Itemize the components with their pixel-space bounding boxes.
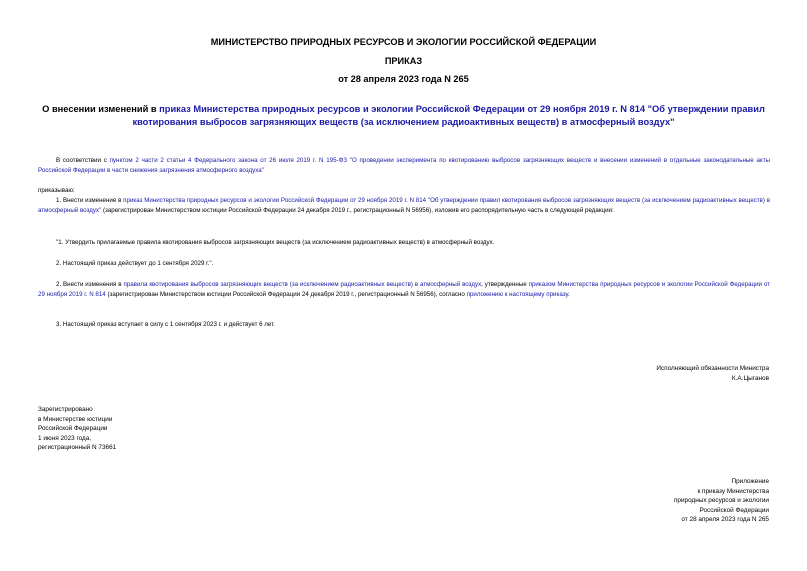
item-1-order-link[interactable]: приказ Министерства природных ресурсов и экологии Российской Федерации от 29 ноября 2019 г. N 814 "Об утверждении правил квотирования выбросов загрязняющих веществ (за исключением радиоактивных веществ) в атмосферный воздух" xyxy=(38,197,770,214)
document-date: от 28 апреля 2023 года N 265 xyxy=(338,74,469,84)
item-1-text: 1. Внести изменение в xyxy=(56,197,124,204)
item-2-rules-link[interactable]: правила квотирования выбросов загрязняющих веществ (за исключением радиоактивных веществ) в атмосферный воздух xyxy=(123,281,482,288)
item-2-text-3: (зарегистрирован Министерством юстиции Российской Федерации 24 декабря 2019 г., регистрационный N 56956), согласно xyxy=(105,291,467,298)
appendix-line-5: от 28 апреля 2023 года N 265 xyxy=(681,516,769,524)
appendix-line-3: природных ресурсов и экологии xyxy=(673,497,769,505)
item-2-text: 2. Внести изменения в xyxy=(56,281,124,288)
signature-block xyxy=(656,364,769,383)
registration-line-4: 1 июня 2023 года, xyxy=(38,434,92,442)
signature-name: К.А.Цыганов xyxy=(731,374,769,382)
item-1-paragraph xyxy=(38,196,770,216)
document-type: ПРИКАЗ xyxy=(384,56,423,66)
registration-line-1: Зарегистрировано xyxy=(38,406,93,413)
registration-line-5: регистрационный N 73661 xyxy=(38,444,117,452)
ministry-name: МИНИСТЕРСТВО ПРИРОДНЫХ РЕСУРСОВ И ЭКОЛОГИИ РОССИЙСКОЙ ФЕДЕРАЦИИ xyxy=(210,37,597,47)
registration-block xyxy=(38,405,116,453)
item-2-paragraph xyxy=(38,280,770,300)
registration-line-2: в Министерстве юстиции xyxy=(38,415,113,423)
preamble-text: В соответствии с xyxy=(56,157,110,164)
item-3-paragraph: 3. Настоящий приказ вступает в силу с 1 сентября 2023 г. и действует 6 лет. xyxy=(56,321,276,328)
item-1-text-tail: (зарегистрирован Министерством юстиции Российской Федерации 24 декабря 2019 г., регистрационный N 56956), изложив его распорядительную часть в следующей редакции: xyxy=(101,207,614,214)
appendix-line-1: Приложение xyxy=(731,478,769,485)
title-prefix: О внесении изменений в xyxy=(42,104,160,114)
preamble-law-link[interactable]: пунктом 2 части 2 статьи 4 Федерального закона от 26 июля 2019 г. N 195-ФЗ "О проведении эксперимента по квотированию выбросов загрязняющих веществ и внесении изменений в отдельные законодательные акты Российской Федерации в части снижения загрязнения атмосферного воздуха" xyxy=(38,157,770,174)
title-link[interactable]: приказ Министерства природных ресурсов и экологии Российской Федерации от 29 ноября 2019 г. N 814 "Об утверждении правил квотирования выбросов загрязняющих веществ (за исключением радиоактивных веществ) в атмосферный воздух" xyxy=(132,104,765,127)
quote-paragraph-2: 2. Настоящий приказ действует до 1 сентября 2029 г.". xyxy=(56,260,214,267)
item-2-text-2: , утвержденные xyxy=(481,281,529,288)
signature-role: Исполняющий обязанности Министра xyxy=(656,365,769,372)
order-word: приказываю: xyxy=(38,187,75,194)
item-2-appendix-link[interactable]: приложению к настоящему приказу xyxy=(466,291,568,298)
appendix-line-4: Российской Федерации xyxy=(699,506,769,514)
item-2-text-4: . xyxy=(567,291,570,298)
document-title xyxy=(40,103,767,129)
quote-paragraph-1: "1. Утвердить прилагаемые правила квотирования выбросов загрязняющих веществ (за исключением радиоактивных веществ) в атмосферный воздух. xyxy=(56,239,495,246)
appendix-block xyxy=(674,477,769,525)
registration-line-3: Российской Федерации xyxy=(38,425,108,433)
appendix-line-2: к приказу Министерства xyxy=(697,487,769,495)
preamble-paragraph xyxy=(38,156,770,176)
item-2-order-link[interactable]: приказом Министерства природных ресурсов и экологии Российской Федерации от 29 ноября 2019 г. N 814 xyxy=(38,281,771,298)
